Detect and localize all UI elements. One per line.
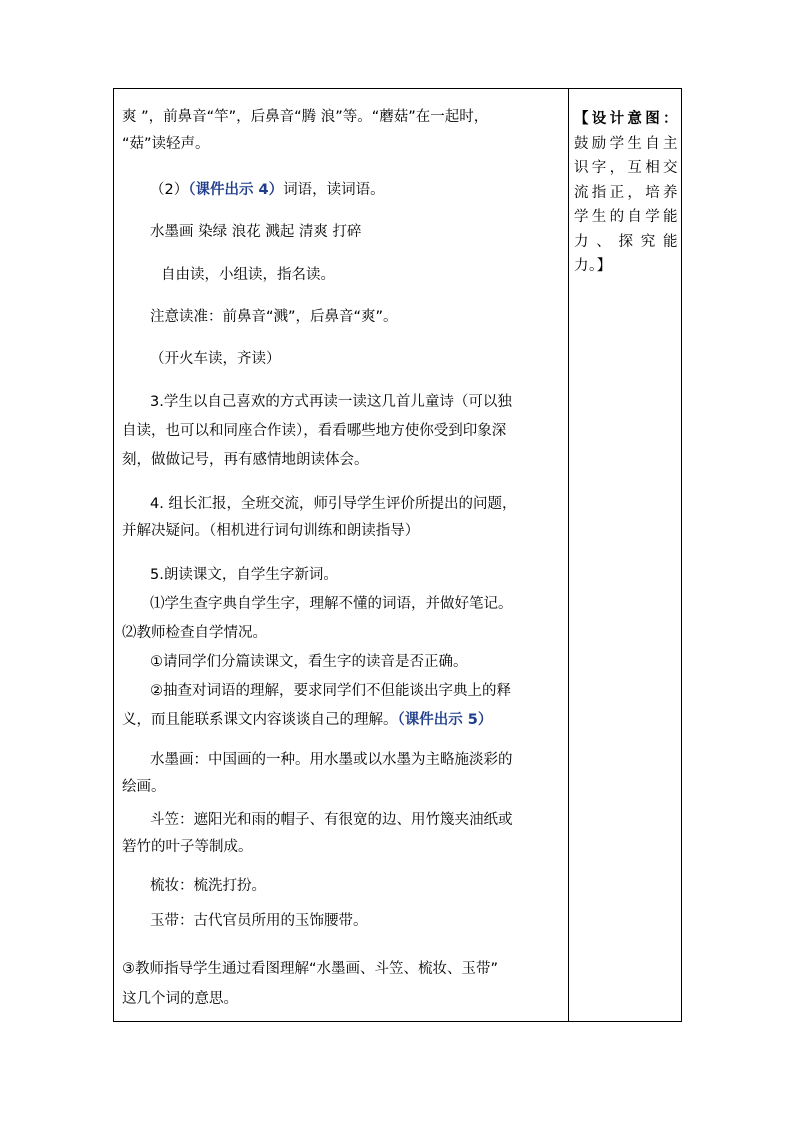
definition-line: 玉带：古代官员所用的玉饰腰带。 <box>150 913 368 929</box>
text-line: 3.学生以自己喜欢的方式再读一读这几首儿童诗（可以独 <box>150 394 512 410</box>
definition-line: 箬竹的叶子等制成。 <box>122 839 253 855</box>
text-line: ⑵教师检查自学情况。 <box>122 625 267 641</box>
lesson-table <box>113 88 682 1022</box>
text-line: 这几个词的意思。 <box>122 991 238 1007</box>
definition-line: 斗笠：遮阳光和雨的帽子、有很宽的边、用竹篾夹油纸或 <box>150 812 513 828</box>
design-intent-heading: 【设计意图： <box>574 111 678 127</box>
text-line: 爽 ”，前鼻音“竿”，后鼻音“腾 浪”等。“蘑菇”在一起时， <box>122 109 489 125</box>
definition-line: 绘画。 <box>122 779 166 795</box>
text-line: 5.朗读课文，自学生字新词。 <box>150 567 338 583</box>
text-line: 4. 组长汇报，全班交流，师引导学生评价所提出的问题， <box>150 496 517 512</box>
text-line: ②抽查对词语的理解，要求同学们不但能谈出字典上的释 <box>150 683 511 699</box>
text-line: 自由读，小组读，指名读。 <box>161 267 335 283</box>
text-line: 义，而且能联系课文内容谈谈自己的理解。（课件出示 5） <box>122 712 493 728</box>
definition-line: 梳妆：梳洗打扮。 <box>150 878 266 894</box>
design-intent-column <box>574 107 678 279</box>
text-line: （2）（课件出示 4）词语，读词语。 <box>150 182 385 198</box>
text-line: 并解决疑问。（相机进行词句训练和朗读指导） <box>122 523 420 539</box>
word-list: 水墨画 染绿 浪花 溅起 清爽 打碎 <box>150 224 362 240</box>
courseware-ref: （课件出示 5） <box>397 712 493 728</box>
text-line: 自读，也可以和同座合作读），看看哪些地方使你受到印象深 <box>122 423 507 439</box>
design-intent-body: 鼓励学生自主识字，互相交流指正，培养学生的自学能力、探究能力。】 <box>574 135 678 274</box>
column-divider <box>568 89 569 1021</box>
text-line: 刻，做做记号，再有感情地朗读体会。 <box>122 452 369 468</box>
text-line: 注意读准：前鼻音“溅”，后鼻音“爽”。 <box>150 309 398 325</box>
text-line: ①请同学们分篇读课文，看生字的读音是否正确。 <box>150 654 468 670</box>
text-line: （开火车读，齐读） <box>150 351 281 367</box>
text-line: “菇”读轻声。 <box>122 136 210 152</box>
courseware-ref: （课件出示 4） <box>188 182 284 198</box>
definition-line: 水墨画：中国画的一种。用水墨或以水墨为主略施淡彩的 <box>150 752 513 768</box>
text-line: ⑴学生查字典自学生字，理解不懂的词语，并做好笔记。 <box>150 596 513 612</box>
text-line: ③教师指导学生通过看图理解“水墨画、斗笠、梳妆、玉带” <box>122 961 499 977</box>
